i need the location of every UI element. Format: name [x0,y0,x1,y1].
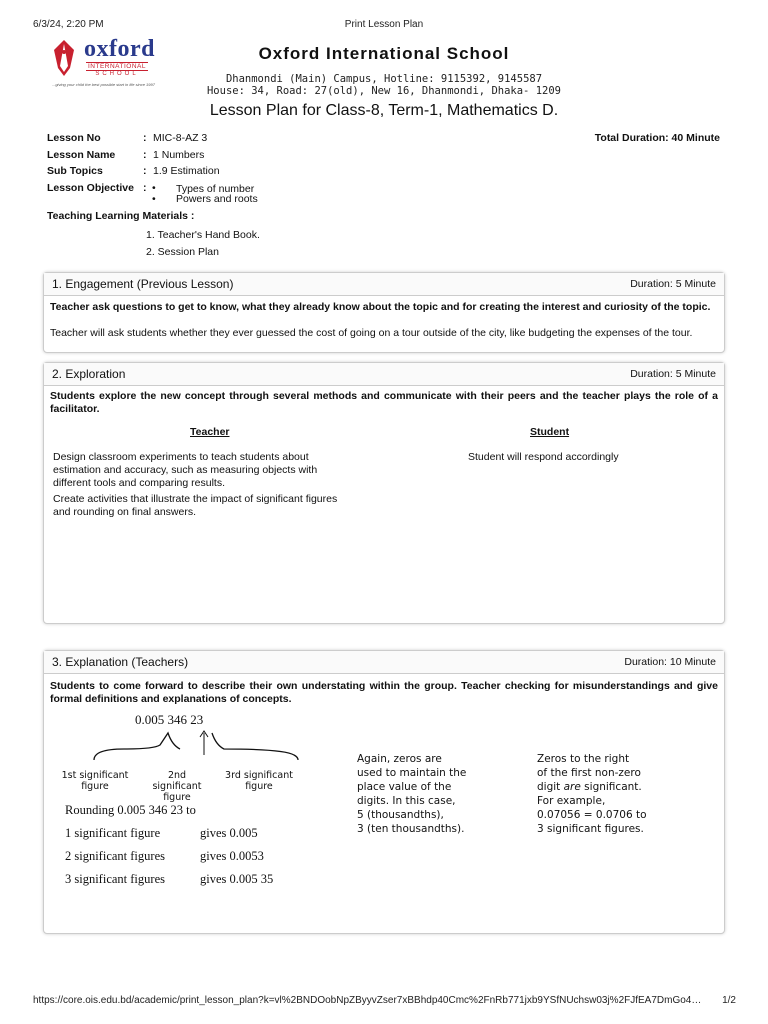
note-line: of the first non-zero [537,767,641,779]
first-sig-label: 1st significant figure [61,770,129,792]
rounding-heading: Rounding 0.005 346 23 to [65,803,196,817]
sub-topics-value: 1.9 Estimation [153,165,220,177]
section-duration: Duration: 5 Minute [630,278,716,290]
example-number: 0.005 346 23 [135,712,204,727]
rounding-row-label: 1 significant figure [65,826,161,840]
section-title: 2. Exploration [52,367,126,381]
section-title: 1. Engagement (Previous Lesson) [52,277,234,291]
section-title: 3. Explanation (Teachers) [52,655,189,669]
lesson-no-label: Lesson No [47,132,101,144]
logo-tagline: ...giving your child the best possible start in life since 1997 [52,82,155,87]
lesson-objective-label: Lesson Objective [47,182,134,194]
bullet: • [152,193,156,205]
note-line: place value of the [357,781,452,793]
rounding-row-result: gives 0.0053 [200,849,264,863]
logo-sub1: INTERNATIONAL [87,63,147,70]
material-item: 2. Session Plan [146,246,219,258]
total-duration: Total Duration: 40 Minute [594,132,720,144]
note-line: digits. In this case, [357,795,456,807]
rounding-row-label: 2 significant figures [65,849,165,863]
student-column-heading: Student [530,426,570,438]
section-explanation [43,650,725,934]
print-page-title: Print Lesson Plan [344,19,424,30]
section-summary: Students to come forward to describe their own understating within the group. Teacher checking for misunderstandings and give formal definitions and explanations of concepts. [50,680,718,705]
section-header [44,273,724,296]
school-name: Oxford International School [258,44,510,63]
student-activity: Student will respond accordingly [468,451,619,463]
note-line: 3 significant figures. [537,823,644,835]
teacher-activity-1: Design classroom experiments to teach students about estimation and accuracy, such as measuring objects with different tools and comparing results. [53,451,318,489]
lesson-plan-title: Lesson Plan for Class-8, Term-1, Mathematics D. [209,102,559,119]
bullet: • [152,182,156,194]
note-emphasis: are [563,781,581,793]
note-text: digit [537,781,564,793]
print-datetime: 6/3/24, 2:20 PM [33,19,104,30]
objective-item: Powers and roots [176,193,258,205]
note-line: For example, [537,795,606,807]
note-line: used to maintain the [357,767,467,779]
rounding-row-result: gives 0.005 [200,826,258,840]
significant-figure-braces [84,725,314,765]
note-text: significant. [580,781,642,793]
lesson-name-label: Lesson Name [47,149,116,161]
section-exploration [43,362,725,624]
note-line [537,780,647,794]
lesson-name-value: 1 Numbers [153,149,205,161]
section-header [44,363,724,386]
teacher-column-heading: Teacher [190,426,230,438]
rounding-row-result: gives 0.005 35 [200,872,274,886]
note-line: 3 (ten thousandths). [357,823,465,835]
trailing-zeros-note [537,752,647,836]
note-line: 5 (thousandths), [357,809,444,821]
note-line: Zeros to the right [537,753,630,765]
zeros-placeholder-note [357,752,466,836]
colon: : [143,165,147,177]
section-summary: Teacher ask questions to get to know, what they already know about the topic and for creating the interest and curiosity of the topic. [50,301,711,313]
address-line-2: House: 34, Road: 27(old), New 16, Dhanmondi, Dhaka- 1209 [206,85,561,97]
colon: : [143,132,147,144]
sub-topics-label: Sub Topics [47,165,103,177]
objective-item: Types of number [176,183,255,195]
material-item: 1. Teacher's Hand Book. [146,229,260,241]
section-header [44,651,724,674]
section-engagement [43,272,725,353]
logo-wordmark: oxford [84,36,155,62]
print-url[interactable]: https://core.ois.edu.bd/academic/print_lesson_plan?k=vl%2BNDOobNpZByyvZser7xBBhdp40Cmc%2FnRb771jxb9YSfNUchsw03j%2FJfEA7DmGo4… [33,995,702,1006]
address-line-1: Dhanmondi (Main) Campus, Hotline: 9115392, 9145587 [225,73,543,85]
note-line: Again, zeros are [357,753,442,765]
print-page-number: 1/2 [722,995,736,1006]
second-sig-label: 2nd significant figure [152,770,202,803]
section-text: Teacher will ask students whether they ever guessed the cost of going on a tour outside of the city, like budgeting the expenses of the tour. [50,327,693,339]
materials-label: Teaching Learning Materials : [47,210,195,222]
colon: : [143,149,147,161]
third-sig-label: 3rd significant figure [225,770,293,792]
section-duration: Duration: 10 Minute [624,656,716,668]
rounding-row-label: 3 significant figures [65,872,165,886]
teacher-activity-2: Create activities that illustrate the impact of significant figures and rounding on final answers. [53,493,338,518]
note-line: 0.07056 = 0.0706 to [537,809,647,821]
section-summary: Students explore the new concept through several methods and communicate with their peers and the teacher plays the role of a facilitator. [50,390,718,415]
lesson-no-value: MIC-8-AZ 3 [153,132,208,144]
logo-sub2: SCHOOL [95,71,139,77]
section-duration: Duration: 5 Minute [630,368,716,380]
colon: : [143,182,147,194]
